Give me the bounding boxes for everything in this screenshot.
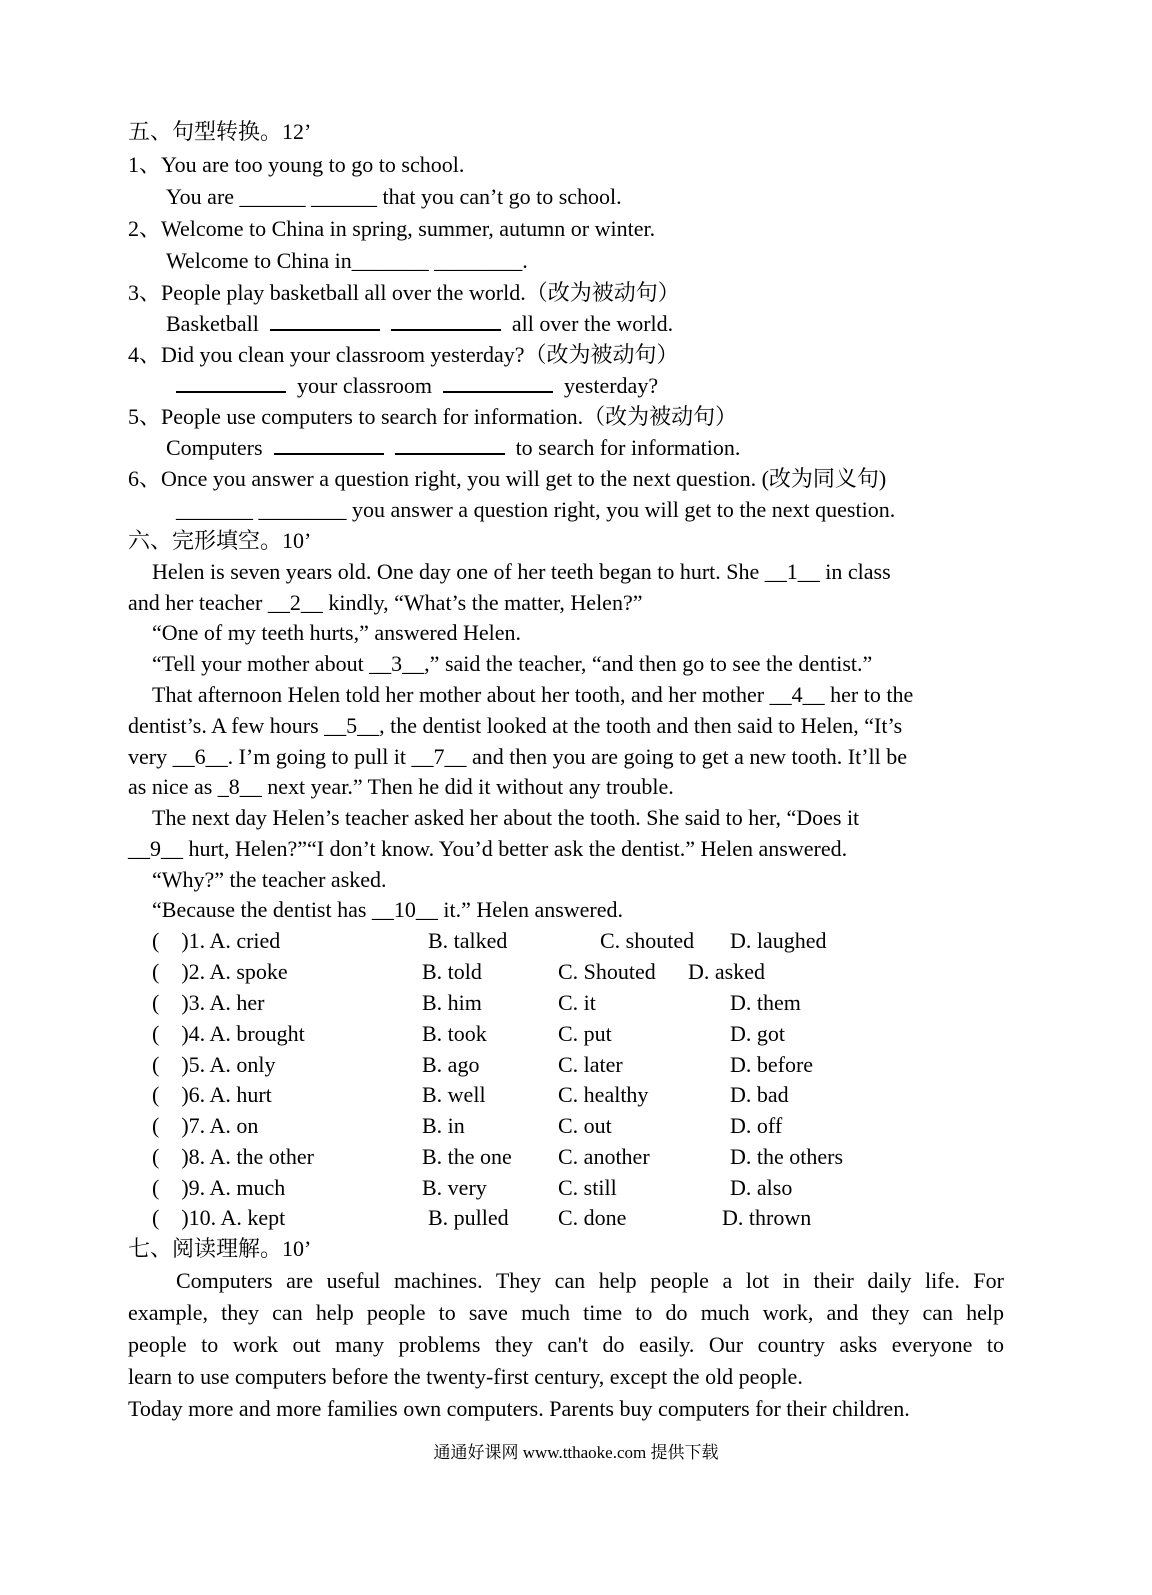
option-d: D. got [730,1021,785,1046]
cloze-line: and her teacher __2__ kindly, “What’s the matter, Helen?” [128,590,643,615]
option-d: D. also [730,1175,793,1200]
option-b: B. him [422,990,482,1015]
cloze-line: dentist’s. A few hours __5__, the dentist looked at the tooth and then said to Helen, “It’s [128,713,903,738]
q4-end: yesterday? [564,373,659,398]
option-d: D. them [730,990,801,1015]
q5-original: 5、People use computers to search for information.（改为被动句） [128,404,738,429]
option-d: D. before [730,1052,814,1077]
option-question: ( )4. A. brought [152,1021,305,1046]
option-question: ( )2. A. spoke [152,959,288,984]
cloze-line: That afternoon Helen told her mother about her tooth, and her mother __4__ her to the [152,682,914,707]
reading-line: Computers are useful machines. They can help people a lot in their daily life. For [176,1268,1004,1293]
option-question: ( )8. A. the other [152,1144,314,1169]
blank [391,311,501,331]
q1-original: 1、You are too young to go to school. [128,152,465,177]
option-c: C. out [558,1113,612,1138]
cloze-line: very __6__. I’m going to pull it __7__ and then you are going to get a new tooth. It’ll be [128,744,908,769]
q6-rewrite: _______ ________ you answer a question right, you will get to the next question. [176,497,896,522]
option-b: B. pulled [428,1205,509,1230]
q3-rewrite [166,310,673,338]
option-b: B. talked [428,928,508,953]
blank [443,373,553,393]
q5-start: Computers [166,435,263,460]
option-question: ( )10. A. kept [152,1205,286,1230]
cloze-line: as nice as _8__ next year.” Then he did it without any trouble. [128,774,674,799]
option-b: B. very [422,1175,487,1200]
option-c: C. it [558,990,596,1015]
section6-title: 六、完形填空。10’ [128,528,312,553]
option-question: ( )3. A. her [152,990,265,1015]
q3-original: 3、People play basketball all over the world.（改为被动句） [128,280,680,305]
cloze-line: “Why?” the teacher asked. [152,867,387,892]
option-c: C. healthy [558,1082,649,1107]
q4-mid: your classroom [297,373,433,398]
section5-title: 五、句型转换。12’ [128,119,312,144]
cloze-line: “Tell your mother about __3__,” said the teacher, “and then go to see the dentist.” [152,651,873,676]
option-b: B. told [422,959,482,984]
cloze-line: __9__ hurt, Helen?”“I don’t know. You’d better ask the dentist.” Helen answered. [128,836,848,861]
option-c: C. put [558,1021,612,1046]
option-b: B. the one [422,1144,512,1169]
option-d: D. thrown [722,1205,812,1230]
reading-line: people to work out many problems they can't do easily. Our country asks everyone to [128,1332,1004,1357]
option-question: ( )1. A. cried [152,928,281,953]
option-d: D. bad [730,1082,789,1107]
option-question: ( )9. A. much [152,1175,286,1200]
option-c: C. still [558,1175,617,1200]
q2-rewrite: Welcome to China in_______ ________. [166,248,528,273]
reading-line: Today more and more families own computers. Parents buy computers for their children. [128,1396,910,1421]
cloze-line: The next day Helen’s teacher asked her about the tooth. She said to her, “Does it [152,805,860,830]
option-b: B. took [422,1021,487,1046]
q3-start: Basketball [166,311,259,336]
option-c: C. later [558,1052,623,1077]
reading-line: learn to use computers before the twenty-first century, except the old people. [128,1364,803,1389]
option-c: C. Shouted [558,959,656,984]
q3-end: all over the world. [511,311,674,336]
option-c: C. done [558,1205,627,1230]
option-question: ( )7. A. on [152,1113,259,1138]
option-c: C. another [558,1144,650,1169]
blank [395,435,505,455]
blank [274,435,384,455]
blank [176,373,286,393]
cloze-line: “One of my teeth hurts,” answered Helen. [152,620,521,645]
option-b: B. well [422,1082,486,1107]
reading-line: example, they can help people to save much time to do much work, and they can help [128,1300,1004,1325]
q1-rewrite: You are ______ ______ that you can’t go to school. [166,184,622,209]
page-footer: 通通好课网 www.tthaoke.com 提供下载 [433,1443,719,1462]
q2-original: 2、Welcome to China in spring, summer, autumn or winter. [128,216,656,241]
option-c: C. shouted [600,928,695,953]
option-d: D. asked [688,959,765,984]
option-b: B. ago [422,1052,480,1077]
q4-original: 4、Did you clean your classroom yesterday?（改为被动句） [128,342,679,367]
option-d: D. laughed [730,928,827,953]
cloze-line: “Because the dentist has __10__ it.” Helen answered. [152,897,624,922]
option-b: B. in [422,1113,465,1138]
q5-rewrite [166,434,740,462]
option-d: D. off [730,1113,783,1138]
q6-original: 6、Once you answer a question right, you will get to the next question. (改为同义句) [128,466,887,491]
blank [270,311,380,331]
cloze-line: Helen is seven years old. One day one of her teeth began to hurt. She __1__ in class [152,559,891,584]
option-question: ( )5. A. only [152,1052,276,1077]
section7-title: 七、阅读理解。10’ [128,1236,312,1261]
q5-end: to search for information. [515,435,741,460]
q4-rewrite [176,372,658,400]
option-question: ( )6. A. hurt [152,1082,272,1107]
option-d: D. the others [730,1144,844,1169]
